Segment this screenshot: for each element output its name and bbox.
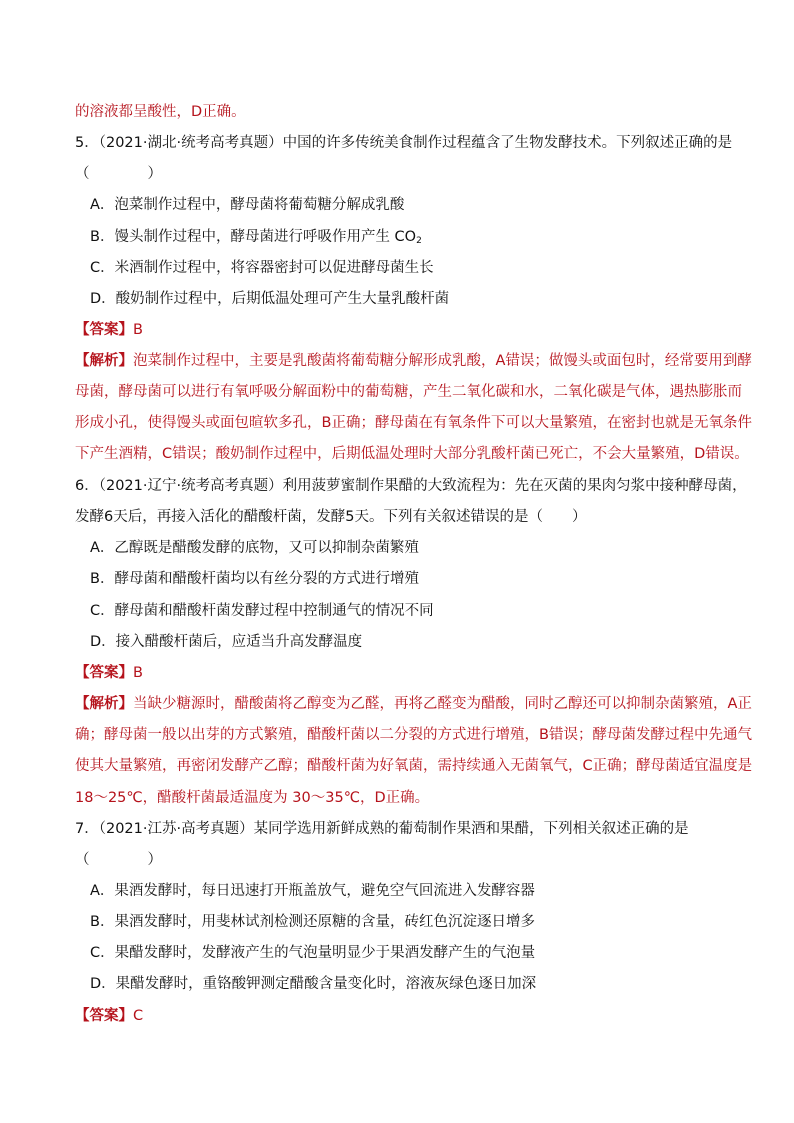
q6-analysis-line-3: 使其大量繁殖，再密闭发酵产乙醇；醋酸杆菌为好氧菌，需持续通入无菌氧气，C正确；酵母菌适宜温度是	[75, 758, 753, 774]
q7-stem: 7．（2021·江苏·高考真题）某同学选用新鲜成熟的葡萄制作果酒和果醋，下列相关叙述正确的是	[75, 821, 689, 837]
q6-option-c: C．酵母菌和醋酸杆菌发酵过程中控制通气的情况不同	[90, 603, 434, 619]
q6-answer	[75, 662, 735, 684]
q7-option-c: C．果醋发酵时，发酵液产生的气泡量明显少于果酒发酵产生的气泡量	[90, 945, 536, 961]
q7-option-a: A．果酒发酵时，每日迅速打开瓶盖放气，避免空气回流进入发酵容器	[90, 883, 535, 899]
answer-tag: 【答案】	[75, 322, 133, 338]
answer-value: B	[133, 322, 143, 338]
q6-option-b: B．酵母菌和醋酸杆菌均以有丝分裂的方式进行增殖	[90, 571, 419, 587]
analysis-tag: 【解析】	[75, 696, 133, 712]
answer-value: B	[133, 665, 143, 681]
answer-tag: 【答案】	[75, 665, 133, 681]
q5-analysis-line-1: 【解析】泡菜制作过程中，主要是乳酸菌将葡萄糖分解形成乳酸，A错误；做馒头或面包时，经常要用到酵	[75, 353, 752, 369]
q7-blank: （ ）	[75, 852, 162, 868]
q5-option-a: A．泡菜制作过程中，酵母菌将葡萄糖分解成乳酸	[90, 197, 405, 213]
q7-option-b: B．果酒发酵时，用斐林试剂检测还原糖的含量，砖红色沉淀逐日增多	[90, 914, 535, 930]
q5-analysis-line-4: 下产生酒精，C错误；酸奶制作过程中，后期低温处理时大部分乳酸杆菌已死亡，不会大量繁殖，D错误。	[75, 446, 749, 462]
q7-answer	[75, 1005, 735, 1027]
q5-analysis-line-2: 母菌，酵母菌可以进行有氧呼吸分解面粉中的葡萄糖，产生二氧化碳和水，二氧化碳是气体，遇热膨胀而	[75, 384, 742, 400]
q4-analysis-tail: 的溶液都呈酸性，D正确。	[75, 104, 246, 120]
q5-option-d: D．酸奶制作过程中，后期低温处理可产生大量乳酸杆菌	[90, 291, 450, 307]
q6-option-a: A．乙醇既是醋酸发酵的底物，又可以抑制杂菌繁殖	[90, 540, 419, 556]
q6-analysis-line-1: 【解析】当缺少糖源时，醋酸菌将乙醇变为乙醛，再将乙醛变为醋酸，同时乙醇还可以抑制杂菌繁殖，A正	[75, 696, 752, 712]
q6-stem-line-2: 发酵6天后，再接入活化的醋酸杆菌，发酵5天。下列有关叙述错误的是（ ）	[75, 509, 587, 525]
q6-analysis-line-4: 18～25℃，醋酸杆菌最适温度为 30～35℃，D正确。	[75, 790, 430, 806]
answer-tag: 【答案】	[75, 1008, 133, 1024]
q5-stem: 5．（2021·湖北·统考高考真题）中国的许多传统美食制作过程蕴含了生物发酵技术。下列叙述正确的是	[75, 135, 733, 151]
analysis-tag: 【解析】	[75, 353, 133, 369]
q5-blank: （ ）	[75, 166, 162, 182]
q6-analysis-line-2: 确；酵母菌一般以出芽的方式繁殖，醋酸杆菌以二分裂的方式进行增殖，B错误；酵母菌发酵过程中先通气	[75, 727, 752, 743]
q7-option-d: D．果醋发酵时，重铬酸钾测定醋酸含量变化时，溶液灰绿色逐日加深	[90, 976, 537, 992]
q5-option-b: B．馒头制作过程中，酵母菌进行呼吸作用产生 $CO_2$	[90, 229, 422, 246]
q5-answer	[75, 319, 735, 341]
q6-option-d: D．接入醋酸杆菌后，应适当升高发酵温度	[90, 634, 363, 650]
q6-stem-line-1: 6．（2021·辽宁·统考高考真题）利用菠萝蜜制作果醋的大致流程为：先在灭菌的果肉匀浆中接种酵母菌，	[75, 478, 747, 494]
q5-option-c: C．米酒制作过程中，将容器密封可以促进酵母菌生长	[90, 260, 434, 276]
q5-analysis-line-3: 形成小孔，使得馒头或面包暄软多孔，B正确；酵母菌在有氧条件下可以大量繁殖，在密封也就是无氧条件	[75, 415, 752, 431]
answer-value: C	[133, 1008, 144, 1024]
